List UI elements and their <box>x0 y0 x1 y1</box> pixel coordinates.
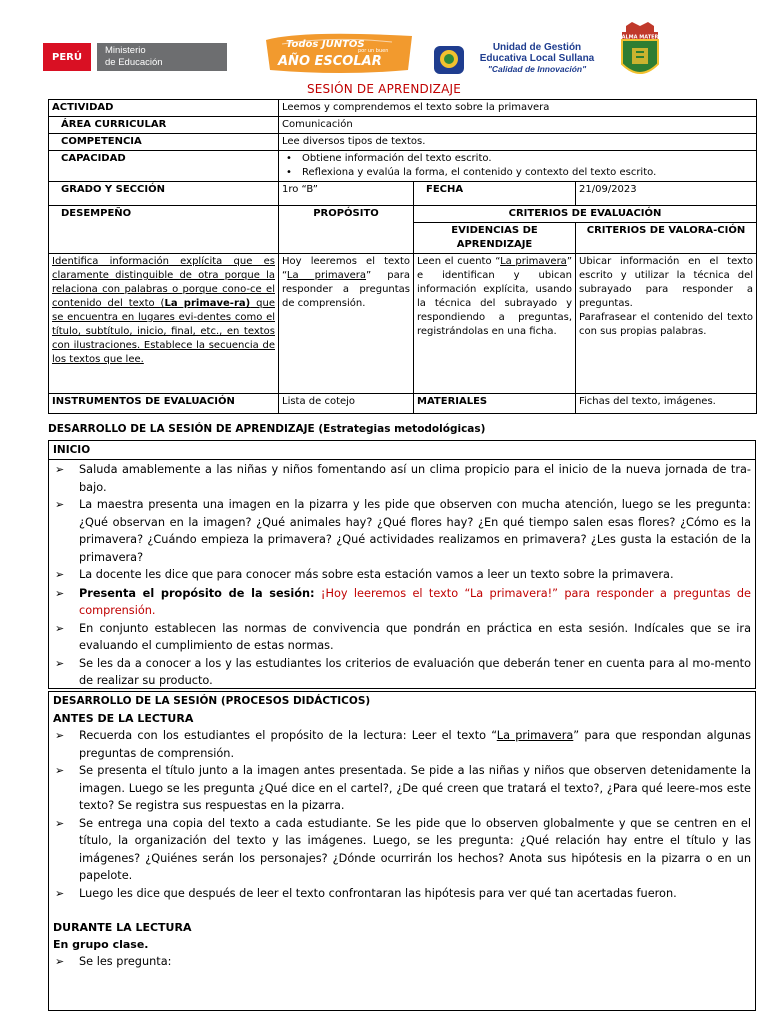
valoracion-text <box>576 254 757 394</box>
list-item: ➢ Se les da a conocer a los y las estudiantes los criterios de evaluación que deberán tener en cuenta para al mo-mento de realizar su producto. <box>49 655 755 690</box>
list-item: ➢ Se entrega una copia del texto a cada estudiante. Se les pide que lo observen globalmente y que se centren en el título, la organización del texto y las imágenes. Luego, se les pregunta: ¿Qué relación hay entre el título y las imágenes? ¿Quiénes serán los personajes? ¿Dónde ocurrirán los hechos? Anota sus hipótesis en la pizarra o en un papelote. <box>49 815 755 885</box>
capacidad-item: • Obtiene información del texto escrito. <box>282 152 753 166</box>
list-item: ➢ Se les pregunta: <box>49 953 755 971</box>
list-item: ➢ Se presenta el título junto a la imagen antes presentada. Se pide a las niñas y niños que observen detenidamente la imagen. Luego se les pregunta ¿Qué dice en el cartel?, ¿De qué creen que tratará el texto?, ¿Para qué leere-mos este texto? Se registra sus respuestas en la pizarra. <box>49 762 755 815</box>
proposito-label: PROPÓSITO <box>279 206 414 254</box>
school-crest-label: ALMA MATER <box>621 34 659 41</box>
row-content <box>49 254 757 394</box>
proposito-bold: Presenta el propósito de la sesión: <box>79 586 315 600</box>
competencia-value: Lee diversos tipos de textos. <box>279 134 757 151</box>
grado-label: GRADO Y SECCIÓN <box>49 182 279 206</box>
peru-logo-red-block: PERÚ <box>43 43 91 71</box>
row-competencia <box>49 134 757 151</box>
list-item-proposito <box>49 585 755 620</box>
antes-item1-a: Recuerda con los estudiantes el propósito de la lectura: Leer el texto “ <box>79 729 497 742</box>
valoracion-text-1: Ubicar información en el texto escrito y utilizar la técnica del subrayado para responder a preguntas. <box>579 256 754 309</box>
materiales-label: MATERIALES <box>414 394 576 414</box>
list-item: ➢ En conjunto establecen las normas de convivencia que pondrán en práctica en esta sesión. Indícales que se ira evaluando el cumplimiento de estas normas. <box>49 620 755 655</box>
instrumentos-label: INSTRUMENTOS DE EVALUACIÓN <box>49 394 279 414</box>
ministry-logo-text <box>97 43 227 71</box>
capacidad-value <box>279 151 757 182</box>
peru-ministry-logo <box>43 43 248 71</box>
proposito-text-link: La primavera <box>286 270 367 281</box>
session-info-table <box>48 99 757 414</box>
grupo-title: En grupo clase. <box>53 938 149 951</box>
desempeno-text-b: que se encuentra en lugares evi-dentes como el título, subtítulo, inicio, final, etc., en textos con ilustraciones. Establece la secuencia de los textos que lee. <box>52 298 275 365</box>
procesos-section <box>48 691 756 1011</box>
valoracion-text-2: Parafrasear el contenido del texto con sus propias palabras. <box>579 312 754 337</box>
inicio-title: INICIO <box>49 441 755 460</box>
actividad-label: ACTIVIDAD <box>49 100 279 117</box>
row-headers-1 <box>49 206 757 223</box>
development-heading: DESARROLLO DE LA SESIÓN DE APRENDIZAJE (Estrategias metodológicas) <box>48 423 486 435</box>
ugel-emblem-icon <box>432 44 466 76</box>
row-area <box>49 117 757 134</box>
actividad-value: Leemos y comprendemos el texto sobre la primavera <box>279 100 757 117</box>
list-item: ➢ La docente les dice que para conocer más sobre esta estación vamos a leer un texto sobre la primavera. <box>49 566 755 584</box>
area-label: ÁREA CURRICULAR <box>49 117 279 134</box>
desempeno-text <box>49 254 279 394</box>
ugel-line-1: Unidad de Gestión <box>492 42 582 53</box>
evidencias-text-b: ” e identifican y ubican información explícita, usando la técnica del subrayado y respondiendo a preguntas, registrándolas en una ficha. <box>417 256 573 337</box>
ministry-line-2: de Educación <box>105 57 163 68</box>
materiales-value: Fichas del texto, imágenes. <box>576 394 757 414</box>
ministry-line-1: Ministerio <box>105 45 146 56</box>
criterios-valoracion-label: CRITERIOS DE VALORA-CIÓN <box>576 223 757 254</box>
page-title: SESIÓN DE APRENDIZAJE <box>306 82 462 96</box>
competencia-label: COMPETENCIA <box>49 134 279 151</box>
antes-item1-b: ” para que respondan algunas preguntas de comprensión. <box>79 729 751 760</box>
evidencias-text <box>414 254 576 394</box>
school-crest-icon <box>618 20 662 84</box>
row-actividad <box>49 100 757 117</box>
fecha-value: 21/09/2023 <box>576 182 757 206</box>
ugel-logo <box>432 42 597 78</box>
antes-title: ANTES DE LA LECTURA <box>53 712 194 725</box>
page-header <box>0 0 768 88</box>
year-logo-line-3: AÑO ESCOLAR <box>278 54 382 69</box>
school-year-logo <box>262 30 417 75</box>
list-item: ➢ La maestra presenta una imagen en la pizarra y les pide que observen con mucha atención, luego se les pregunta: ¿Qué observan en la imagen? ¿Qué animales hay? ¿Qué flores hay? ¿En qué tiempo salen esas flores? ¿Cómo es la primavera? ¿Cuándo empieza la primavera? ¿Qué actividades realizamos en primavera? ¿Les gusta la estación de la primavera? <box>49 496 755 566</box>
list-item <box>49 727 755 762</box>
row-capacidad <box>49 151 757 182</box>
criterios-label: CRITERIOS DE EVALUACIÓN <box>414 206 757 223</box>
capacidad-label: CAPACIDAD <box>49 151 279 182</box>
proposito-red: ¡Hoy leeremos el texto “La primavera!” para responder a preguntas de comprensión. <box>79 586 751 617</box>
proposito-text <box>279 254 414 394</box>
evidencias-text-link: La primavera <box>500 256 567 267</box>
grado-value: 1ro “B” <box>279 182 414 206</box>
evidencias-text-a: Leen el cuento “ <box>417 256 501 267</box>
row-grado <box>49 182 757 206</box>
desempeno-text-bold: La primave-ra) <box>164 298 251 309</box>
proposito-text-b: ” para responder a preguntas de comprensión. <box>282 270 410 309</box>
durante-title: DURANTE LA LECTURA <box>53 921 192 934</box>
evidencias-label: EVIDENCIAS DE APRENDIZAJE <box>414 223 576 254</box>
ugel-line-2: Educativa Local Sullana <box>479 53 595 64</box>
capacidad-item: • Reflexiona y evalúa la forma, el contenido y contexto del texto escrito. <box>282 166 753 180</box>
list-item: ➢ Saluda amablemente a las niñas y niños fomentando así un clima propicio para el inicio de la nueva jornada de tra-bajo. <box>49 461 755 496</box>
year-logo-line-2: por un buen <box>358 48 389 54</box>
antes-item1-link: La primavera <box>496 729 574 742</box>
fecha-label: FECHA <box>414 182 576 206</box>
ugel-line-3: "Calidad de Innovación" <box>487 64 587 74</box>
desempeno-text-a: Identifica información explícita que es claramente distinguible de otra porque la relaciona con palabras o porque cono-ce el contenido del texto ( <box>52 256 275 309</box>
ugel-text <box>472 42 602 75</box>
inicio-section <box>48 440 756 689</box>
year-logo-line-1: Todos JUNTOS <box>286 39 365 50</box>
list-item: ➢ Luego les dice que después de leer el texto confrontaran las hipótesis para ver qué tan acertadas fueron. <box>49 885 755 903</box>
desempeno-label: DESEMPEÑO <box>49 206 279 254</box>
area-value: Comunicación <box>279 117 757 134</box>
proposito-text-a: Hoy leeremos el texto “ <box>282 256 410 281</box>
row-instrumentos <box>49 394 757 414</box>
procesos-title: DESARROLLO DE LA SESIÓN (PROCESOS DIDÁCTICOS) <box>53 695 371 707</box>
instrumentos-value: Lista de cotejo <box>279 394 414 414</box>
